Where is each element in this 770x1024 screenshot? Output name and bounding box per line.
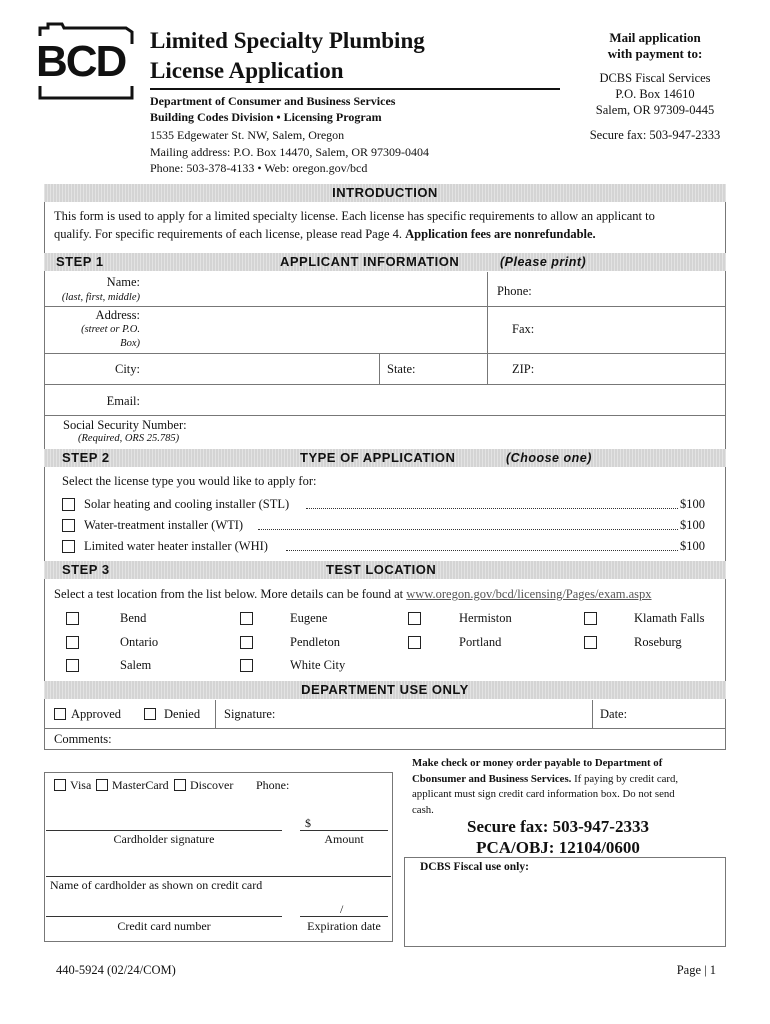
pca-obj: PCA/OBJ: 12104/0600 <box>476 838 640 857</box>
mailing-address: Mailing address: P.O. Box 14470, Salem, OR 97309-0404 <box>150 145 429 159</box>
step1-heading: APPLICANT INFORMATION <box>280 254 460 269</box>
form-title-line2: License Application <box>150 58 344 83</box>
step2-note: (Choose one) <box>506 451 592 465</box>
visa-checkbox[interactable] <box>54 779 66 791</box>
license-checkbox-whi[interactable] <box>62 540 75 553</box>
leader-dots <box>258 518 678 530</box>
location-eugene: Eugene <box>290 611 328 625</box>
step3-heading: TEST LOCATION <box>326 562 437 577</box>
division-name: Building Codes Division • Licensing Program <box>150 110 382 124</box>
license-option-whi: Limited water heater installer (WHI) <box>84 539 268 553</box>
mastercard-checkbox[interactable] <box>96 779 108 791</box>
license-fee-whi: $100 <box>680 539 705 553</box>
cardholder-name-input[interactable] <box>46 852 391 876</box>
city-label: City: <box>114 362 140 376</box>
location-hermiston: Hermiston <box>459 611 512 625</box>
ssn-label: Social Security Number: <box>63 418 187 432</box>
logo-text: BCD <box>36 37 126 86</box>
secure-fax-large: Secure fax: 503-947-2333 <box>467 817 649 836</box>
license-checkbox-stl[interactable] <box>62 498 75 511</box>
discover-label: Discover <box>190 778 234 792</box>
location-white-city: White City <box>290 658 346 672</box>
fax-input[interactable] <box>540 307 725 353</box>
email-input[interactable] <box>142 385 725 415</box>
address-fax-divider <box>487 307 488 353</box>
phone-input[interactable] <box>540 272 725 306</box>
cardholder-name-line <box>46 876 391 877</box>
email-label: Email: <box>106 394 140 408</box>
form-title-line1: Limited Specialty Plumbing <box>150 28 425 53</box>
cardholder-signature-input[interactable] <box>46 806 282 830</box>
expiration-input[interactable] <box>300 896 388 916</box>
intro-line2 <box>54 227 596 242</box>
location-ontario: Ontario <box>120 635 159 649</box>
cardholder-signature-label: Cardholder signature <box>113 832 215 846</box>
cardholder-name-label: Name of cardholder as shown on credit card <box>50 878 263 892</box>
expiration-line <box>300 916 388 917</box>
form-number: 440-5924 (02/24/COM) <box>56 963 176 977</box>
payment-line-2-rest: If paying by credit card, <box>571 772 679 785</box>
step2-prompt: Select the license type you would like to apply for: <box>62 474 317 488</box>
license-fee-wti: $100 <box>680 518 705 532</box>
comments-input[interactable] <box>120 729 725 749</box>
step3-prompt <box>54 587 652 602</box>
card-number-input[interactable] <box>46 896 282 916</box>
mail-addr-1: DCBS Fiscal Services <box>599 71 711 85</box>
location-bend: Bend <box>120 611 147 625</box>
mail-addr-3: Salem, OR 97309-0445 <box>595 103 715 117</box>
address-sublabel-1: (street or P.O. <box>81 324 140 335</box>
state-input[interactable] <box>425 354 487 384</box>
location-checkbox-pendleton[interactable] <box>240 636 253 649</box>
name-input[interactable] <box>142 272 486 306</box>
mail-to-heading-1: Mail application <box>609 30 701 45</box>
dept-divider-1 <box>215 700 216 728</box>
location-checkbox-bend[interactable] <box>66 612 79 625</box>
payee-name: Cbonsumer and Business Services. <box>412 772 572 785</box>
payment-phone-input[interactable] <box>292 774 391 796</box>
license-option-stl: Solar heating and cooling installer (STL) <box>84 497 290 511</box>
location-pendleton: Pendleton <box>290 635 340 649</box>
license-fee-stl: $100 <box>680 497 705 511</box>
card-number-label: Credit card number <box>117 919 211 933</box>
city-state-divider <box>379 354 380 384</box>
step3-prompt-text: Select a test location from the list below. More details can be found at <box>54 587 407 601</box>
phone-web: Phone: 503-378-4133 • Web: oregon.gov/bcd <box>150 161 368 175</box>
step2-heading: TYPE OF APPLICATION <box>300 450 456 465</box>
page-number: Page | 1 <box>676 963 716 977</box>
visa-label: Visa <box>70 778 92 792</box>
zip-label: ZIP: <box>512 362 535 376</box>
cardholder-sig-line <box>46 830 282 831</box>
step1-note: (Please print) <box>500 255 587 269</box>
location-checkbox-ontario[interactable] <box>66 636 79 649</box>
step2-label: STEP 2 <box>62 450 110 465</box>
payment-instructions <box>412 756 720 818</box>
address-input[interactable] <box>142 307 486 353</box>
expiration-label: Expiration date <box>307 919 381 933</box>
address-sublabel-2: Box) <box>120 338 140 349</box>
intro-line1: This form is used to apply for a limited specialty license. Each license has specific requirements to allow an applicant to <box>54 209 655 223</box>
dept-name: Department of Consumer and Business Services <box>150 94 396 108</box>
nonrefundable-note: Application fees are nonrefundable. <box>405 227 596 241</box>
step1-label: STEP 1 <box>56 254 104 269</box>
address-label: Address: <box>95 308 140 322</box>
location-checkbox-eugene[interactable] <box>240 612 253 625</box>
fiscal-use-label: DCBS Fiscal use only: <box>420 861 529 873</box>
payment-line-1: Make check or money order payable to Department of <box>412 757 663 769</box>
card-number-line <box>46 916 282 917</box>
signature-label: Signature: <box>224 707 276 721</box>
denied-label: Denied <box>164 707 201 721</box>
location-roseburg: Roseburg <box>634 635 682 649</box>
approved-checkbox[interactable] <box>54 708 66 720</box>
ssn-sublabel: (Required, ORS 25.785) <box>78 433 180 444</box>
payment-phone-label: Phone: <box>256 778 290 792</box>
discover-checkbox[interactable] <box>174 779 186 791</box>
location-checkbox-hermiston[interactable] <box>408 612 421 625</box>
mail-to-heading-2: with payment to: <box>607 46 703 61</box>
license-checkbox-wti[interactable] <box>62 519 75 532</box>
dept-use-heading: DEPARTMENT USE ONLY <box>301 682 469 697</box>
intro-line2-text: qualify. For specific requirements of each license, please read Page 4. <box>54 227 406 241</box>
location-checkbox-klamath-falls[interactable] <box>584 612 597 625</box>
location-klamath-falls: Klamath Falls <box>634 611 705 625</box>
payment-line-4: cash. <box>412 803 434 816</box>
step3-label: STEP 3 <box>62 562 110 577</box>
leader-dots <box>286 539 678 551</box>
location-checkbox-portland[interactable] <box>408 636 421 649</box>
zip-input[interactable] <box>540 354 725 384</box>
state-label: State: <box>387 362 416 376</box>
state-zip-divider <box>487 354 488 384</box>
title-rule <box>150 88 560 90</box>
location-checkbox-white-city[interactable] <box>240 659 253 672</box>
license-option-wti: Water-treatment installer (WTI) <box>84 518 244 532</box>
name-label: Name: <box>106 275 140 289</box>
amount-input[interactable] <box>300 806 388 830</box>
phone-label: Phone: <box>497 284 532 298</box>
payment-line-3: applicant must sign credit card information box. Do not send <box>412 788 675 800</box>
ssn-input[interactable] <box>200 416 725 448</box>
mail-addr-2: P.O. Box 14610 <box>615 87 695 101</box>
exam-link[interactable]: www.oregon.gov/bcd/licensing/Pages/exam.aspx <box>406 587 652 601</box>
name-sublabel: (last, first, middle) <box>61 292 140 303</box>
amount-line <box>300 830 388 831</box>
location-salem: Salem <box>120 658 152 672</box>
dollar-sign: $ <box>305 816 311 830</box>
dept-signature-input[interactable] <box>285 700 590 728</box>
secure-fax: Secure fax: 503-947-2333 <box>589 128 721 142</box>
dept-date-input[interactable] <box>636 700 725 728</box>
fax-label: Fax: <box>512 322 535 336</box>
expiration-slash: / <box>340 902 344 916</box>
date-label: Date: <box>600 707 628 721</box>
city-input[interactable] <box>142 354 378 384</box>
location-checkbox-salem[interactable] <box>66 659 79 672</box>
name-phone-divider <box>487 272 488 306</box>
location-portland: Portland <box>459 635 502 649</box>
comments-label: Comments: <box>54 732 112 746</box>
mastercard-label: MasterCard <box>112 778 169 792</box>
intro-heading: INTRODUCTION <box>332 185 438 200</box>
amount-label: Amount <box>324 832 364 846</box>
payment-line-2 <box>412 772 720 788</box>
street-address: 1535 Edgewater St. NW, Salem, Oregon <box>150 128 345 142</box>
leader-dots <box>306 497 678 509</box>
approved-label: Approved <box>71 707 121 721</box>
dept-divider-2 <box>592 700 593 728</box>
location-checkbox-roseburg[interactable] <box>584 636 597 649</box>
denied-checkbox[interactable] <box>144 708 156 720</box>
bcd-logo <box>34 22 138 104</box>
